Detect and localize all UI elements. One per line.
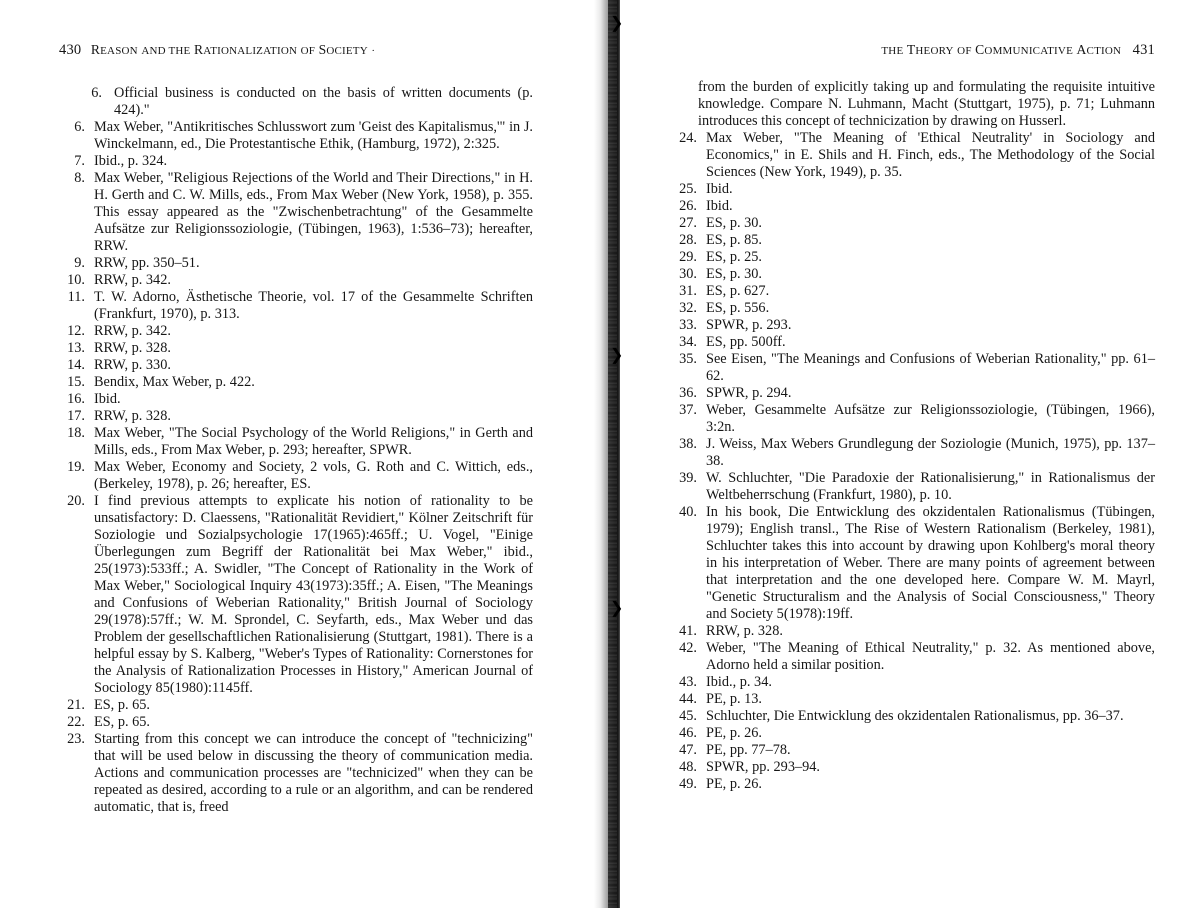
footnote [670,436,1155,470]
footnote-number: 8. [74,170,85,186]
footnote-number: 19. [67,459,85,475]
footnote-text: ES, p. 30. [706,215,763,231]
footnote [670,691,1155,708]
footnote-text: Max Weber, "The Social Psychology of the World Religions," in Gerth and Mills, eds., From Max Weber, p. 293; hereafter, SPWR. [94,425,533,458]
footnote [58,170,533,255]
running-head-right: THE THEORY OF COMMUNICATIVE ACTION 431 [881,42,1155,58]
footnote [670,181,1155,198]
footnote-text: RRW, p. 328. [94,408,171,424]
footnote-text: ES, p. 627. [706,283,770,299]
footnote-number: 18. [67,425,85,441]
footnote-text: SPWR, p. 293. [706,317,792,333]
footnote [670,266,1155,283]
page-number: 431 [1132,42,1155,58]
footnote [670,351,1155,385]
binding-mark: ❯ [610,347,624,364]
footnote-text: SPWR, p. 294. [706,385,792,401]
footnote [670,215,1155,232]
footnote [58,85,533,119]
footnote-number: 36. [679,385,697,401]
footnote-text: Ibid. [706,181,733,197]
footnote [58,272,533,289]
binding-mark: ❯ [610,600,624,617]
footnote [670,385,1155,402]
footnote-number: 27. [679,215,697,231]
footnote [670,198,1155,215]
footnote [670,776,1155,793]
footnote-number: 13. [67,340,85,356]
footnote-number: 16. [67,391,85,407]
footnote-number: 28. [679,232,697,248]
footnote-number: 38. [679,436,697,452]
footnote-number: 25. [679,181,697,197]
footnote-text: ES, p. 30. [706,266,763,282]
footnote [670,402,1155,436]
footnote-text: from the burden of explicitly taking up and formulating the requisite intuitive knowledge. Compare N. Luhmann, Macht (Stuttgart, 1975), p. 71; Luhmann introduces this concept of technicization by drawing on Husserl. [698,79,1155,129]
footnote-number: 37. [679,402,697,418]
footnote-number: 12. [67,323,85,339]
footnote-text: ES, p. 556. [706,300,770,316]
footnote-text: Schluchter, Die Entwicklung des okzidentalen Rationalismus, pp. 36–37. [706,708,1124,724]
footnote [670,674,1155,691]
footnote-text: W. Schluchter, "Die Paradoxie der Rationalisierung," in Rationalismus der Weltbeherrschung (Frankfurt, 1980), p. 10. [706,470,1155,503]
running-head-left: 430 REASON AND THE RATIONALIZATION OF SOCIETY · [59,42,376,58]
footnote-text: See Eisen, "The Meanings and Confusions of Weberian Rationality," pp. 61–62. [706,351,1155,384]
footnote-number: 14. [67,357,85,373]
footnote-text: RRW, p. 342. [94,323,171,339]
footnote [58,340,533,357]
footnote-text: ES, p. 65. [94,714,151,730]
footnote [58,391,533,408]
footnote [670,742,1155,759]
footnote [670,623,1155,640]
footnote-number: 10. [67,272,85,288]
footnote-text: PE, p. 26. [706,725,763,741]
footnote-number: 41. [679,623,697,639]
footnote-number: 43. [679,674,697,690]
footnote-number: 24. [679,130,697,146]
footnote-text: Max Weber, "Religious Rejections of the World and Their Directions," in H. H. Gerth and C. W. Mills, eds., From Max Weber (New York, 1958), p. 355. This essay appeared as the "Zwischenbetrachtung" of the Gesammelte Aufsätze zur Religionssoziologie, (Tübingen, 1963), 1:536–73); hereafter, RRW. [94,170,533,254]
notes-list-left [58,85,533,816]
footnote [58,374,533,391]
notes-list-right [670,79,1155,793]
binding-mark: ❯ [610,15,624,32]
footnote [58,357,533,374]
footnote-text: Official business is conducted on the basis of written documents (p. 424)." [114,85,533,118]
footnote [670,232,1155,249]
footnote [670,130,1155,181]
footnote-text: I find previous attempts to explicate his notion of rationality to be unsatisfactory: D. Claessens, "Rationalität Revidiert," Kölner Zeitschrift für Soziologie und Sozialpsychologie 17(1965):465ff.; U. Vogel, "Einige Überlegungen zum Begriff der Rationalität bei Max Weber," ibid., 25(1973):533ff.; A. Swidler, "The Concept of Rationality in the Work of Max Weber," Sociological Inquiry 43(1973):35ff.; A. Eisen, "The Meanings and Confusions of Weberian Rationality," British Journal of Sociology 29(1978):57ff.; W. M. Sprondel, C. Seyfarth, eds., Max Weber und das Problem der gesellschaftlichen Rationalisierung (Stuttgart, 1981). There is a helpful essay by S. Kalberg, "Weber's Types of Rationality: Cornerstones for the Analysis of Rationalization Processes in History," American Journal of Sociology 85(1980):1145ff. [94,493,533,696]
footnote-text: Ibid., p. 34. [706,674,772,690]
footnote-text: In his book, Die Entwicklung des okzidentalen Rationalismus (Tübingen, 1979); English transl., The Rise of Western Rationalism (Berkeley, 1981), Schluchter takes this into account by drawing upon Kohlberg's moral theory in his interpretation of Weber. There are many points of agreement between that interpretation and the one developed here. Compare W. M. Mayrl, "Genetic Structuralism and the Analysis of Social Consciousness," Theory and Society 5(1978):19ff. [706,504,1155,622]
footnote-text: Weber, Gesammelte Aufsätze zur Religionssoziologie, (Tübingen, 1966), 3:2n. [706,402,1155,435]
footnote-number: 49. [679,776,697,792]
footnote-number: 6. [74,119,85,135]
footnote [58,119,533,153]
footnote-text: T. W. Adorno, Ästhetische Theorie, vol. 17 of the Gesammelte Schriften (Frankfurt, 1970), p. 313. [94,289,533,322]
footnote-number: 29. [679,249,697,265]
footnote [670,317,1155,334]
footnote-number: 26. [679,198,697,214]
footnote [670,725,1155,742]
footnote-number: 39. [679,470,697,486]
footnote-number: 17. [67,408,85,424]
footnote-text: Bendix, Max Weber, p. 422. [94,374,255,390]
footnote-number: 32. [679,300,697,316]
book-gutter [590,0,624,908]
footnote-text: Starting from this concept we can introduce the concept of "technicizing" that will be used below in discussing the theory of communication media. Actions and communication processes are "technicized" when they can be repeated as desired, according to a rule or an algorithm, and can be rendered automatic, that is, freed [94,731,533,815]
footnote-text: RRW, p. 330. [94,357,171,373]
footnote-text: ES, p. 85. [706,232,763,248]
footnote [670,300,1155,317]
footnote [58,731,533,816]
footnote [58,323,533,340]
footnote-number: 40. [679,504,697,520]
footnote-text: Max Weber, "Antikritisches Schlusswort zum 'Geist des Kapitalismus,'" in J. Winckelmann, ed., Die Protestantische Ethik, (Hamburg, 1972), 2:325. [94,119,533,152]
footnote [670,708,1155,725]
footnote-text: PE, pp. 77–78. [706,742,791,758]
footnote-text: J. Weiss, Max Webers Grundlegung der Soziologie (Munich, 1975), pp. 137–38. [706,436,1155,469]
footnote [58,408,533,425]
footnote-text: ES, p. 65. [94,697,151,713]
footnote [58,425,533,459]
footnote [670,283,1155,300]
footnote [58,493,533,697]
footnote-text: RRW, p. 328. [706,623,783,639]
footnote-text: Weber, "The Meaning of Ethical Neutrality," p. 32. As mentioned above, Adorno held a similar position. [706,640,1155,673]
footnote [670,249,1155,266]
footnote [58,289,533,323]
footnote-number: 6. [91,85,102,101]
footnote-number: 42. [679,640,697,656]
page-number: 430 [59,42,82,58]
footnote-number: 35. [679,351,697,367]
footnote-number: 22. [67,714,85,730]
footnote-text: Max Weber, "The Meaning of 'Ethical Neutrality' in Sociology and Economics," in E. Shils and H. Finch, eds., The Methodology of the Social Sciences (New York, 1949), p. 35. [706,130,1155,180]
footnote-number: 44. [679,691,697,707]
footnote-number: 34. [679,334,697,350]
footnote [58,459,533,493]
footnote-number: 11. [67,289,85,305]
footnote [670,504,1155,623]
footnote-number: 48. [679,759,697,775]
footnote-text: ES, pp. 500ff. [706,334,786,350]
footnote-text: RRW, pp. 350–51. [94,255,200,271]
footnote-number: 30. [679,266,697,282]
footnote [670,470,1155,504]
footnote [58,697,533,714]
footnote-number: 33. [679,317,697,333]
footnote-number: 45. [679,708,697,724]
footnote-text: RRW, p. 342. [94,272,171,288]
footnote-number: 47. [679,742,697,758]
footnote-text: Max Weber, Economy and Society, 2 vols, G. Roth and C. Wittich, eds., (Berkeley, 1978), p. 26; hereafter, ES. [94,459,533,492]
footnote-number: 9. [74,255,85,271]
right-page [620,0,1193,908]
footnote-number: 21. [67,697,85,713]
footnote-text: PE, p. 26. [706,776,763,792]
footnote-text: Ibid. [706,198,733,214]
footnote-number: 20. [67,493,85,509]
footnote [58,714,533,731]
footnote-number: 15. [67,374,85,390]
footnote [670,640,1155,674]
footnote-text: Ibid., p. 324. [94,153,168,169]
footnote-number: 7. [74,153,85,169]
footnote-continuation [670,79,1155,130]
footnote [670,759,1155,776]
footnote-text: PE, p. 13. [706,691,763,707]
left-page [0,0,585,908]
footnote [58,153,533,170]
footnote [670,334,1155,351]
footnote-text: SPWR, pp. 293–94. [706,759,820,775]
footnote-text: Ibid. [94,391,121,407]
footnote-text: RRW, p. 328. [94,340,171,356]
footnote-text: ES, p. 25. [706,249,763,265]
footnote-number: 23. [67,731,85,747]
footnote-number: 46. [679,725,697,741]
footnote [58,255,533,272]
footnote-number: 31. [679,283,697,299]
